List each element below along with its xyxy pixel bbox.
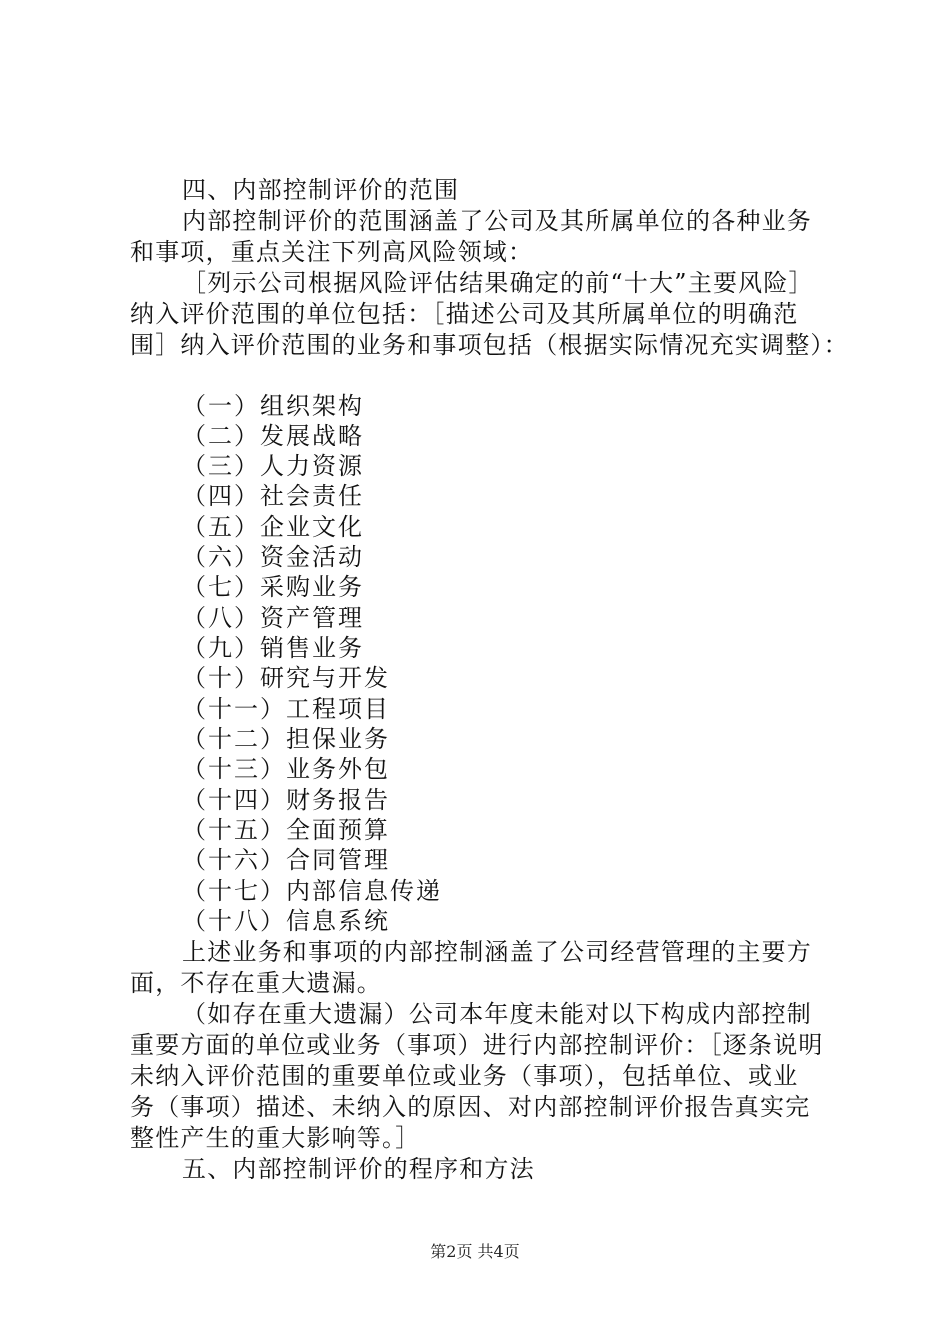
paragraph-line: 围］纳入评价范围的业务和事项包括（根据实际情况充实调整）： <box>130 331 849 359</box>
list-item: （九）销售业务 <box>182 634 364 662</box>
list-item: （十五）全面预算 <box>182 816 390 844</box>
list-item: （二）发展战略 <box>182 422 364 450</box>
paragraph-line: 纳入评价范围的单位包括：［描述公司及其所属单位的明确范 <box>130 300 799 328</box>
list-item: （十三）业务外包 <box>182 755 390 783</box>
paragraph-line: 未纳入评价范围的重要单位或业务（事项），包括单位、或业 <box>130 1062 799 1090</box>
list-item: （十四）财务报告 <box>182 786 390 814</box>
page-number-footer: 第2页 共4页 <box>430 1242 520 1261</box>
list-item: （十）研究与开发 <box>182 664 390 692</box>
paragraph-line: 内部控制评价的范围涵盖了公司及其所属单位的各种业务 <box>182 207 812 235</box>
list-item: （六）资金活动 <box>182 543 364 571</box>
section-4-heading: 四、内部控制评价的范围 <box>182 176 460 204</box>
paragraph-line: 整性产生的重大影响等。］ <box>130 1124 421 1152</box>
list-item: （三）人力资源 <box>182 452 364 480</box>
list-item: （十八）信息系统 <box>182 907 390 935</box>
paragraph-line: 上述业务和事项的内部控制涵盖了公司经营管理的主要方 <box>182 938 812 966</box>
list-item: （八）资产管理 <box>182 604 364 632</box>
list-item: （十二）担保业务 <box>182 725 390 753</box>
paragraph-line: （如存在重大遗漏）公司本年度未能对以下构成内部控制 <box>182 1000 812 1028</box>
list-item: （一）组织架构 <box>182 392 364 420</box>
list-item: （七）采购业务 <box>182 573 364 601</box>
list-item: （十一）工程项目 <box>182 695 390 723</box>
paragraph-line: 面，不存在重大遗漏。 <box>130 969 382 997</box>
paragraph-line: ［列示公司根据风险评估结果确定的前“十大”主要风险］ <box>182 269 814 297</box>
list-item: （十六）合同管理 <box>182 846 390 874</box>
list-item: （四）社会责任 <box>182 482 364 510</box>
list-item: （十七）内部信息传递 <box>182 877 442 905</box>
list-item: （五）企业文化 <box>182 513 364 541</box>
paragraph-line: 和事项，重点关注下列高风险领域： <box>130 238 534 266</box>
paragraph-line: 务（事项）描述、未纳入的原因、对内部控制评价报告真实完 <box>130 1093 811 1121</box>
section-5-heading: 五、内部控制评价的程序和方法 <box>182 1155 535 1183</box>
paragraph-line: 重要方面的单位或业务（事项）进行内部控制评价：［逐条说明 <box>130 1031 824 1059</box>
